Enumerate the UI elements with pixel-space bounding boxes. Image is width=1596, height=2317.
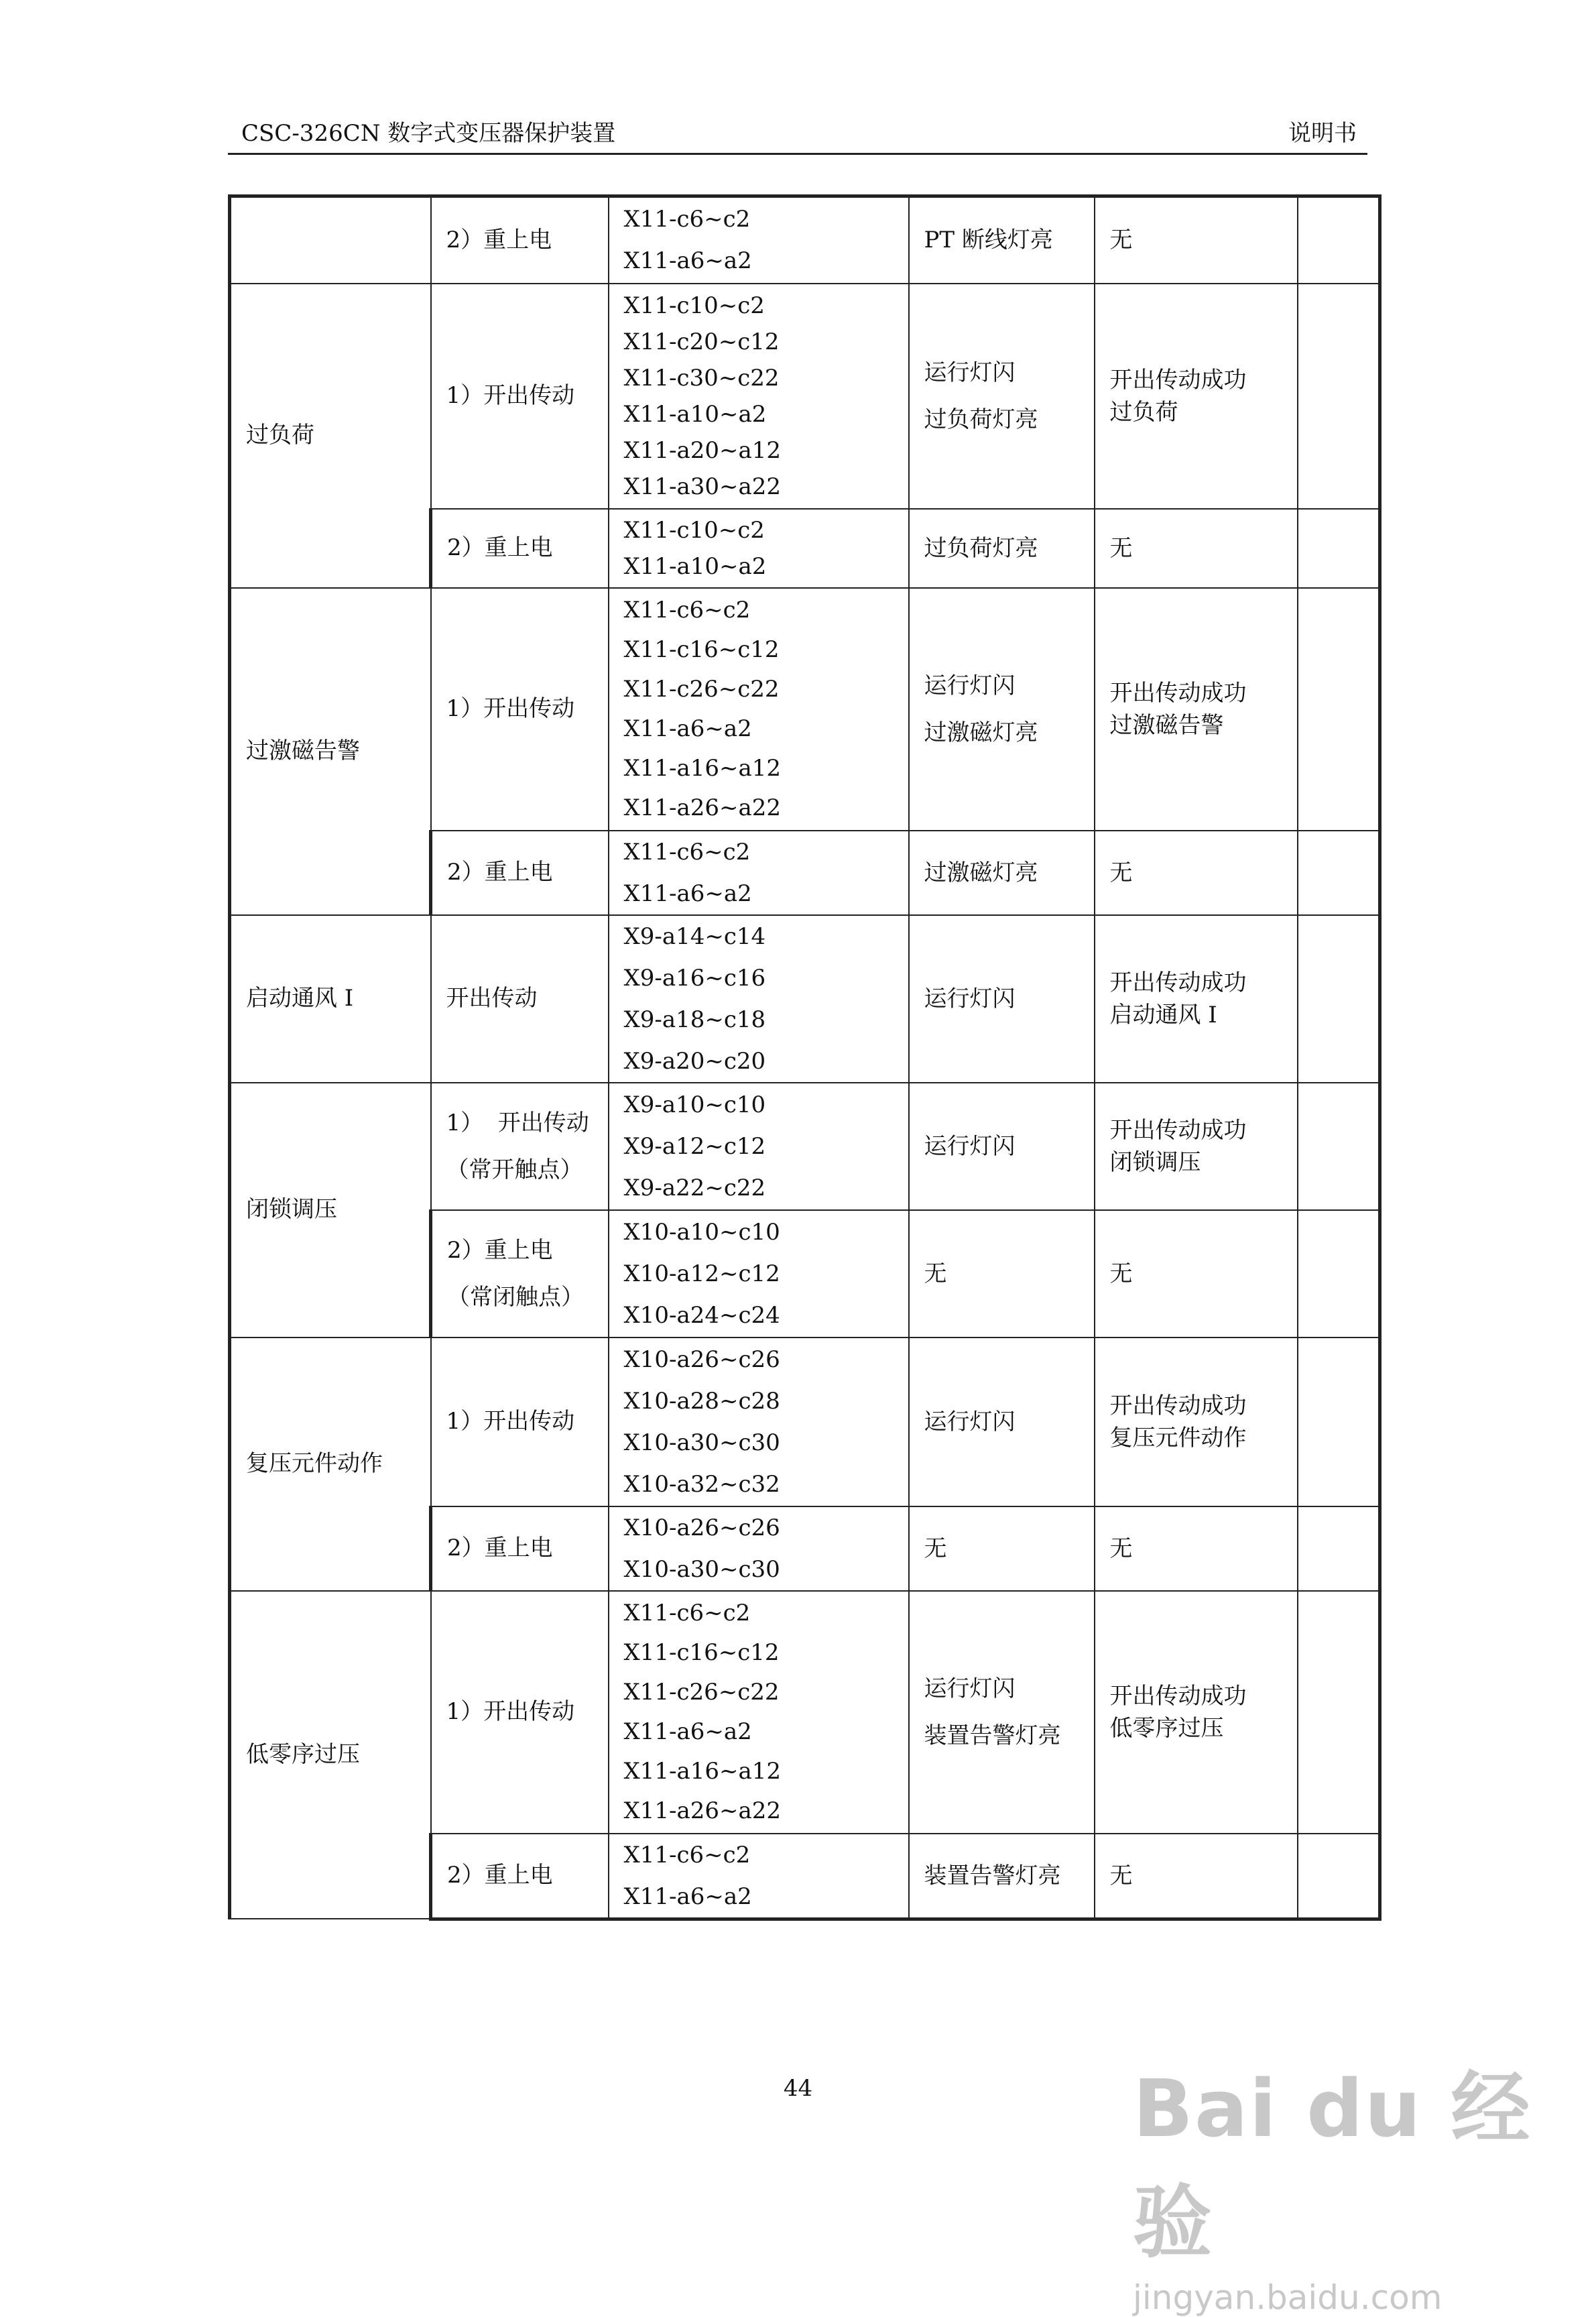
lights-cell: 装置告警灯亮 — [909, 1834, 1095, 1919]
lights-cell: 无 — [909, 1506, 1095, 1591]
lights-cell: 过激磁灯亮 — [909, 831, 1095, 915]
document-title: CSC-326CN 数字式变压器保护装置 — [241, 120, 616, 147]
table-row — [230, 196, 1380, 284]
pins-cell: X9-a10~c10 X9-a12~c12 X9-a22~c22 — [609, 1083, 909, 1210]
item-cell: 启动通风 I — [230, 915, 431, 1083]
pins-cell: X11-c10~c2 X11-a10~a2 — [609, 509, 909, 588]
pins-cell: X10-a26~c26 X10-a28~c28 X10-a30~c30 X10-a32~c32 — [609, 1338, 909, 1506]
lights-cell: PT 断线灯亮 — [909, 196, 1095, 284]
check-cell — [1298, 1506, 1380, 1591]
pins-cell: X11-c10~c2 X11-c20~c12 X11-c30~c22 X11-a10~a2 X11-a20~a12 X11-a30~a22 — [609, 284, 909, 509]
result-cell: 无 — [1095, 196, 1298, 284]
check-cell — [1298, 915, 1380, 1083]
table-row — [230, 588, 1380, 831]
item-cell: 低零序过压 — [230, 1591, 431, 1919]
table-row — [230, 1083, 1380, 1210]
table-row — [230, 1338, 1380, 1506]
step-cell: 1）开出传动 — [431, 284, 609, 509]
step-cell: 1）开出传动 — [431, 1591, 609, 1834]
lights-cell: 运行灯闪 — [909, 915, 1095, 1083]
pins-cell: X11-c6~c2 X11-a6~a2 — [609, 1834, 909, 1919]
step-cell: 2）重上电 — [431, 1506, 609, 1591]
result-cell: 开出传动成功 闭锁调压 — [1095, 1083, 1298, 1210]
lights-cell: 运行灯闪 装置告警灯亮 — [909, 1591, 1095, 1834]
check-cell — [1298, 1591, 1380, 1834]
result-cell: 开出传动成功 低零序过压 — [1095, 1591, 1298, 1834]
document-type: 说明书 — [1288, 120, 1357, 147]
step-cell: 2）重上电 — [431, 196, 609, 284]
watermark — [1133, 2045, 1535, 2317]
result-cell: 无 — [1095, 509, 1298, 588]
pins-cell: X10-a10~c10 X10-a12~c12 X10-a24~c24 — [609, 1210, 909, 1338]
result-cell: 无 — [1095, 1506, 1298, 1591]
table-row — [230, 284, 1380, 509]
result-cell: 无 — [1095, 831, 1298, 915]
result-cell: 开出传动成功 启动通风 I — [1095, 915, 1298, 1083]
pins-cell: X11-c6~c2 X11-c16~c12 X11-c26~c22 X11-a6~a2 X11-a16~a12 X11-a26~a22 — [609, 588, 909, 831]
table-row — [230, 915, 1380, 1083]
lights-cell: 运行灯闪 — [909, 1083, 1095, 1210]
check-cell — [1298, 1338, 1380, 1506]
result-cell: 开出传动成功 过激磁告警 — [1095, 588, 1298, 831]
result-cell: 开出传动成功 复压元件动作 — [1095, 1338, 1298, 1506]
pins-cell: X11-c6~c2 X11-c16~c12 X11-c26~c22 X11-a6~a2 X11-a16~a12 X11-a26~a22 — [609, 1591, 909, 1834]
watermark-logo: Bai du 经验 — [1133, 2062, 1532, 2269]
result-cell: 无 — [1095, 1834, 1298, 1919]
check-cell — [1298, 1083, 1380, 1210]
step-cell: 2）重上电 — [431, 831, 609, 915]
result-cell: 开出传动成功 过负荷 — [1095, 284, 1298, 509]
check-cell — [1298, 588, 1380, 831]
item-cell — [230, 196, 431, 284]
check-cell — [1298, 509, 1380, 588]
check-cell — [1298, 284, 1380, 509]
lights-cell: 无 — [909, 1210, 1095, 1338]
step-cell: 1）开出传动 — [431, 1338, 609, 1506]
step-cell: 2）重上电 （常闭触点） — [431, 1210, 609, 1338]
pins-cell: X10-a26~c26 X10-a30~c30 — [609, 1506, 909, 1591]
pins-cell: X11-c6~c2 X11-a6~a2 — [609, 831, 909, 915]
table-row — [230, 1591, 1380, 1834]
step-cell: 1）开出传动 — [431, 588, 609, 831]
page-header — [228, 115, 1367, 155]
check-cell — [1298, 196, 1380, 284]
pins-cell: X11-c6~c2 X11-a6~a2 — [609, 196, 909, 284]
pins-cell: X9-a14~c14 X9-a16~c16 X9-a18~c18 X9-a20~c20 — [609, 915, 909, 1083]
lights-cell: 运行灯闪 过负荷灯亮 — [909, 284, 1095, 509]
item-cell: 过负荷 — [230, 284, 431, 588]
result-cell: 无 — [1095, 1210, 1298, 1338]
lights-cell: 运行灯闪 过激磁灯亮 — [909, 588, 1095, 831]
item-cell: 过激磁告警 — [230, 588, 431, 915]
step-cell: 2）重上电 — [431, 1834, 609, 1919]
step-cell: 开出传动 — [431, 915, 609, 1083]
item-cell: 闭锁调压 — [230, 1083, 431, 1338]
watermark-url: jingyan.baidu.com — [1133, 2278, 1442, 2317]
item-cell: 复压元件动作 — [230, 1338, 431, 1591]
page-number: 44 — [783, 2075, 813, 2102]
check-cell — [1298, 1834, 1380, 1919]
step-cell: 2）重上电 — [431, 509, 609, 588]
check-cell — [1298, 1210, 1380, 1338]
check-cell — [1298, 831, 1380, 915]
lights-cell: 过负荷灯亮 — [909, 509, 1095, 588]
step-cell: 1） 开出传动 （常开触点） — [431, 1083, 609, 1210]
test-table — [228, 194, 1382, 1921]
lights-cell: 运行灯闪 — [909, 1338, 1095, 1506]
